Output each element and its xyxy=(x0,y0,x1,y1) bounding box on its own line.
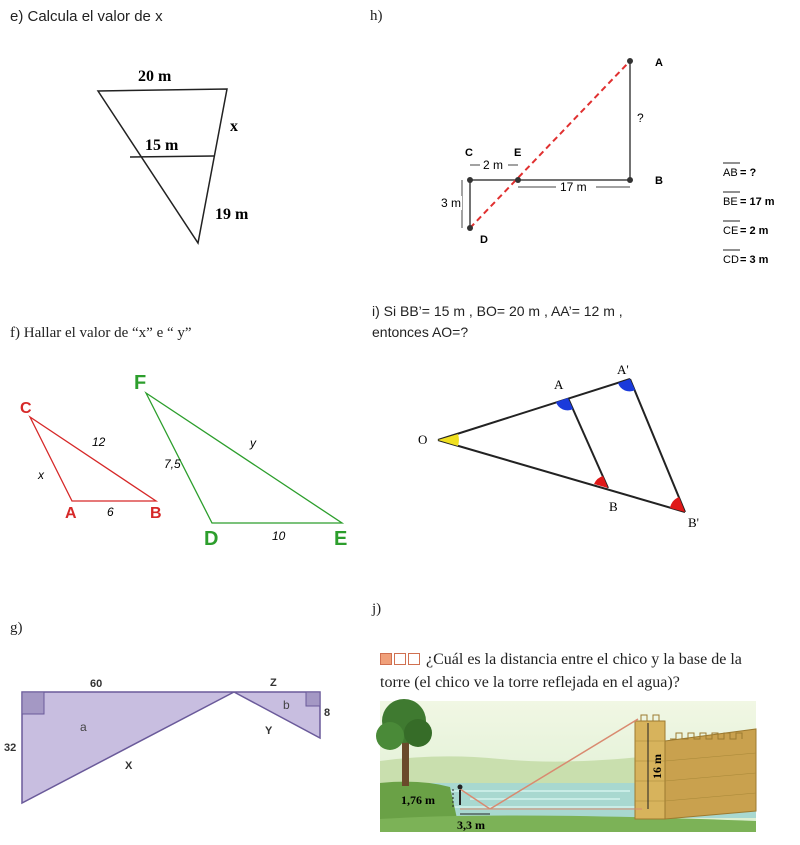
f-label-C: C xyxy=(20,400,32,417)
g-label-Z: Z xyxy=(270,677,277,689)
h-legend-seg: CE xyxy=(723,225,739,237)
e-label-x: x xyxy=(230,118,238,135)
g-label-8: 8 xyxy=(324,707,331,719)
h-legend-seg: BE xyxy=(723,196,738,208)
problem-f-heading: f) Hallar el valor de “x” e “ y” xyxy=(10,325,192,341)
g-label-60: 60 xyxy=(90,678,103,690)
h-label-B: B xyxy=(655,175,663,187)
i-label-O: O xyxy=(418,432,428,447)
j-question-line1: ¿Cuál es la distancia entre el chico y la base de la xyxy=(426,651,742,668)
f-label-6: 6 xyxy=(107,505,114,519)
i-label-A-prime: A' xyxy=(617,362,629,377)
f-label-7-5: 7,5 xyxy=(164,457,181,471)
f-label-y: y xyxy=(250,436,256,450)
i-label-A: A xyxy=(554,377,564,392)
problem-h-heading: h) xyxy=(370,8,383,24)
j-square-icon xyxy=(380,653,392,665)
h-legend-val: = ? xyxy=(740,167,757,179)
f-label-E: E xyxy=(334,528,348,550)
f-label-A: A xyxy=(65,505,77,522)
problem-j-heading: j) xyxy=(372,601,382,617)
f-label-x: x xyxy=(38,468,44,482)
h-label-3m: 3 m xyxy=(441,196,462,210)
f-label-B: B xyxy=(150,505,162,522)
j-label-3-3m: 3,3 m xyxy=(457,818,485,832)
h-label-E: E xyxy=(514,147,522,159)
i-label-B-prime: B' xyxy=(688,515,700,530)
h-label-A: A xyxy=(655,57,663,69)
f-label-D: D xyxy=(204,528,219,550)
g-label-Y: Y xyxy=(265,725,273,737)
h-label-C: C xyxy=(465,147,473,159)
g-label-X: X xyxy=(125,760,133,772)
h-legend-val: = 2 m xyxy=(740,225,769,237)
e-label-20m: 20 m xyxy=(138,68,172,85)
j-square-icon xyxy=(408,653,420,665)
h-legend-seg: CD xyxy=(723,254,739,266)
j-illustration xyxy=(380,701,756,832)
f-label-10: 10 xyxy=(272,529,286,543)
problem-g-heading: g) xyxy=(10,620,23,636)
h-label-question: ? xyxy=(637,111,644,125)
j-question-line1-wrap xyxy=(380,651,756,671)
i-label-B: B xyxy=(609,499,618,514)
j-square-icon xyxy=(394,653,406,665)
f-label-F: F xyxy=(134,372,147,394)
g-label-a: a xyxy=(80,720,87,734)
g-label-b: b xyxy=(283,698,290,712)
e-label-15m: 15 m xyxy=(145,137,179,154)
j-label-1-76m: 1,76 m xyxy=(401,793,435,807)
problem-e-heading: e) Calcula el valor de x xyxy=(10,8,163,25)
h-legend-val: = 17 m xyxy=(740,196,775,208)
h-legend-val: = 3 m xyxy=(740,254,769,266)
h-legend-seg: AB xyxy=(723,167,738,179)
j-question-line2: torre (el chico ve la torre reflejada en el agua)? xyxy=(380,674,680,691)
j-label-16m: 16 m xyxy=(650,754,664,779)
h-label-D: D xyxy=(480,234,488,246)
h-label-17m: 17 m xyxy=(560,180,587,194)
problem-i-line2: entonces AO=? xyxy=(372,324,469,340)
e-label-19m: 19 m xyxy=(215,206,249,223)
g-label-32: 32 xyxy=(4,742,17,754)
f-label-12: 12 xyxy=(92,435,106,449)
h-label-2m: 2 m xyxy=(483,158,504,172)
problem-i-line1: i) Si BB’= 15 m , BO= 20 m , AA’= 12 m , xyxy=(372,303,623,319)
